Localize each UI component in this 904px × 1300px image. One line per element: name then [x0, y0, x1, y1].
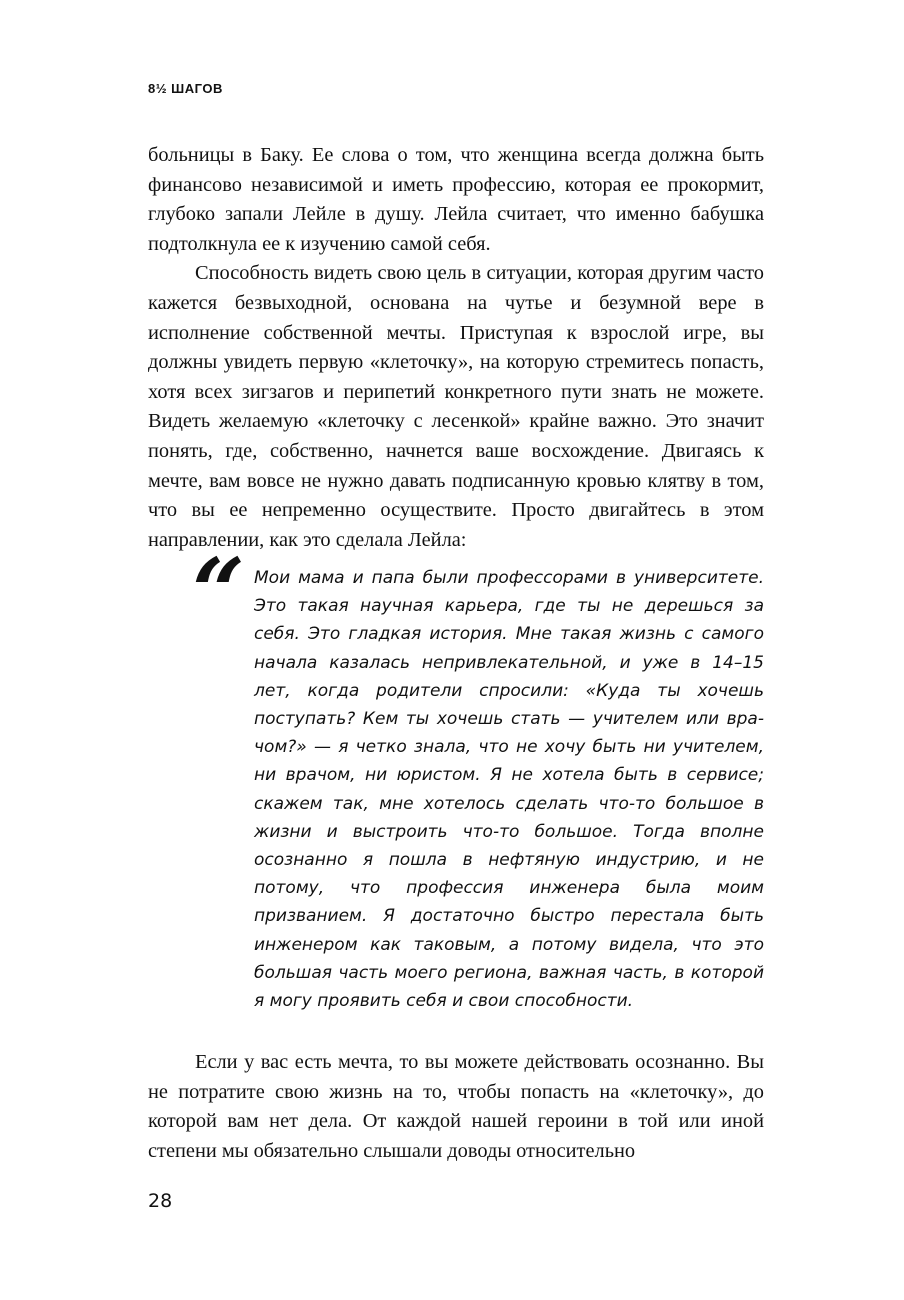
paragraph: Если у вас есть мечта, то вы можете действовать осознанно. Вы не потратите свою жизнь на то, чтобы попасть на «клеточку», до которой вам нет дела. От каждой нашей героини в той или иной степени мы обязательно слышали доводы относительно [148, 1051, 764, 1162]
page-number: 28 [148, 1190, 173, 1212]
quote-text: Мои мама и папа были профессорами в университете. Это такая научная карьера, где ты не дерешься за себя. Это гладкая история. Мне такая жизнь с самого начала казалась непривлекательной, и уже в 14–15 лет, когда родители спросили: «Куда ты хочешь поступать? Кем ты хочешь стать — учителем или врачом?» — я четко знала, что не хочу быть ни учителем, ни врачом, ни юристом. Я не хотела быть в сервисе; скажем так, мне хотелось сделать что-то большое в жизни и выстроить что-то большое. Тогда вполне осознанно я пошла в нефтяную индустрию, и не потому, что профессия инженера была моим призванием. Я достаточно быстро перестала быть инженером как таковым, а потому видела, что это большая часть моего региона, важная часть, в которой я могу проявить себя и свои способности. [254, 568, 764, 1012]
paragraph: больницы в Баку. Ее слова о том, что женщина всегда должна быть финансово независимой и иметь профессию, которая ее прокормит, глубоко запали Лейле в душу. Лейла считает, что именно бабушка подтолкнула ее к изучению самой себя. [148, 144, 764, 255]
running-head: 8½ ШАГОВ [148, 81, 223, 96]
body-text-top [148, 141, 764, 555]
quote-mark-icon: “ [192, 538, 245, 646]
paragraph: Способность видеть свою цель в ситуации, которая другим часто кажется безвыходной, основана на чутье и безумной вере в исполнение собственной мечты. Приступая к взрослой игре, вы должны увидеть первую «клеточку», на которую стремитесь попасть, хотя всех зигзагов и перипетий конкретного пути знать не можете. Видеть желаемую «клеточку с лесенкой» крайне важно. Это значит понять, где, собственно, начнется ваше восхождение. Двигаясь к мечте, вам вовсе не нужно давать подписанную кровью клятву в том, что вы ее непременно осуществите. Просто двигайтесь в этом направлении, как это сделала Лейла: [148, 262, 764, 551]
body-text-bottom [148, 1048, 764, 1166]
